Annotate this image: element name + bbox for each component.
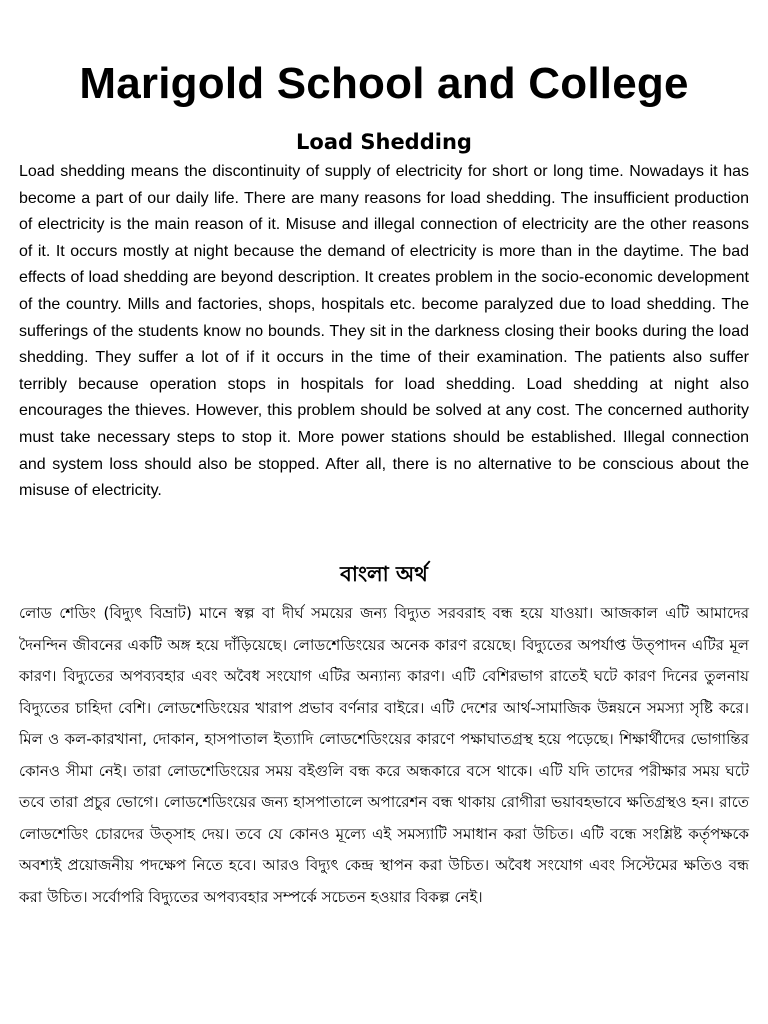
school-name-heading: Marigold School and College bbox=[79, 59, 689, 108]
essay-paragraph-english: Load shedding means the discontinuity of supply of electricity for short or long time. Nowadays it has become a part of our daily life. There are many reasons for load shedding. The insufficient production of electricity is the main reason of it. Misuse and illegal connection of electricity are the other reasons of it. It occurs mostly at night because the demand of electricity is more than in the daytime. The bad effects of load shedding are beyond description. It creates problem in the socio-economic development of the country. Mills and factories, shops, hospitals etc. become paralyzed due to load shedding. The sufferings of the students know no bounds. They sit in the darkness closing their books during the load shedding. They suffer a lot of if it occurs in the time of their examination. The patients also suffer terribly because operation stops in hospitals for load shedding. Load shedding at night also encourages the thieves. However, this problem should be solved at any cost. The concerned authority must take necessary steps to stop it. More power stations should be established. Illegal connection and system loss should also be stopped. After all, there is no alternative to be conscious about the misuse of electricity. bbox=[19, 163, 749, 500]
essay-paragraph-bangla: লোড শেডিং (বিদ্যুৎ বিভ্রাট) মানে স্বল্প বা দীর্ঘ সময়ের জন্য বিদ্যুত সরবরাহ বন্ধ হয়ে যাওয়া। আজকাল এটি আমাদের দৈনন্দিন জীবনের একটি অঙ্গ হয়ে দাঁড়িয়েছে। লোডশেডিংয়ের অনেক কারণ রয়েছে। বিদ্যুতের অপর্যাপ্ত উত্পাদন এটির মূল কারণ। বিদ্যুতের অপব্যবহার এবং অবৈধ সংযোগ এটির অন্যান্য কারণ। এটি বেশিরভাগ রাতেই ঘটে কারণ দিনের তুলনায় বিদ্যুতের চাহিদা বেশি। লোডশেডিংয়ের খারাপ প্রভাব বর্ণনার বাইরে। এটি দেশের আর্থ-সামাজিক উন্নয়নে সমস্যা সৃষ্টি করে। মিল ও কল-কারখানা, দোকান, হাসপাতাল ইত্যাদি লোডশেডিংয়ের কারণে পক্ষাঘাতগ্রস্থ হয়ে পড়েছে। শিক্ষার্থীদের ভোগান্তির কোনও সীমা নেই। তারা লোডশেডিংয়ের সময় বইগুলি বন্ধ করে অন্ধকারে বসে থাকে। এটি যদি তাদের পরীক্ষার সময় ঘটে তবে তারা প্রচুর ভোগে। লোডশেডিংয়ের জন্য হাসপাতালে অপারেশন বন্ধ থাকায় রোগীরা ভয়াবহভাবে ক্ষতিগ্রস্থও হন। রাতে লোডশেডিং চোরদের উত্সাহ দেয়। তবে যে কোনও মূল্যে এই সমস্যাটি সমাধান করা উচিত। এটি বন্ধে সংশ্লিষ্ট কর্তৃপক্ষকে অবশ্যই প্রয়োজনীয় পদক্ষেপ নিতে হবে। আরও বিদ্যুৎ কেন্দ্র স্থাপন করা উচিত। অবৈধ সংযোগ এবং সিস্টেমের ক্ষতিও বন্ধ করা উচিত। সর্বোপরি বিদ্যুতের অপব্যবহার সম্পর্কে সচেতন হওয়ার বিকল্প নেই। bbox=[19, 604, 749, 906]
essay-title: Load Shedding bbox=[296, 130, 472, 154]
bangla-meaning-heading: বাংলা অর্থ bbox=[340, 562, 428, 586]
